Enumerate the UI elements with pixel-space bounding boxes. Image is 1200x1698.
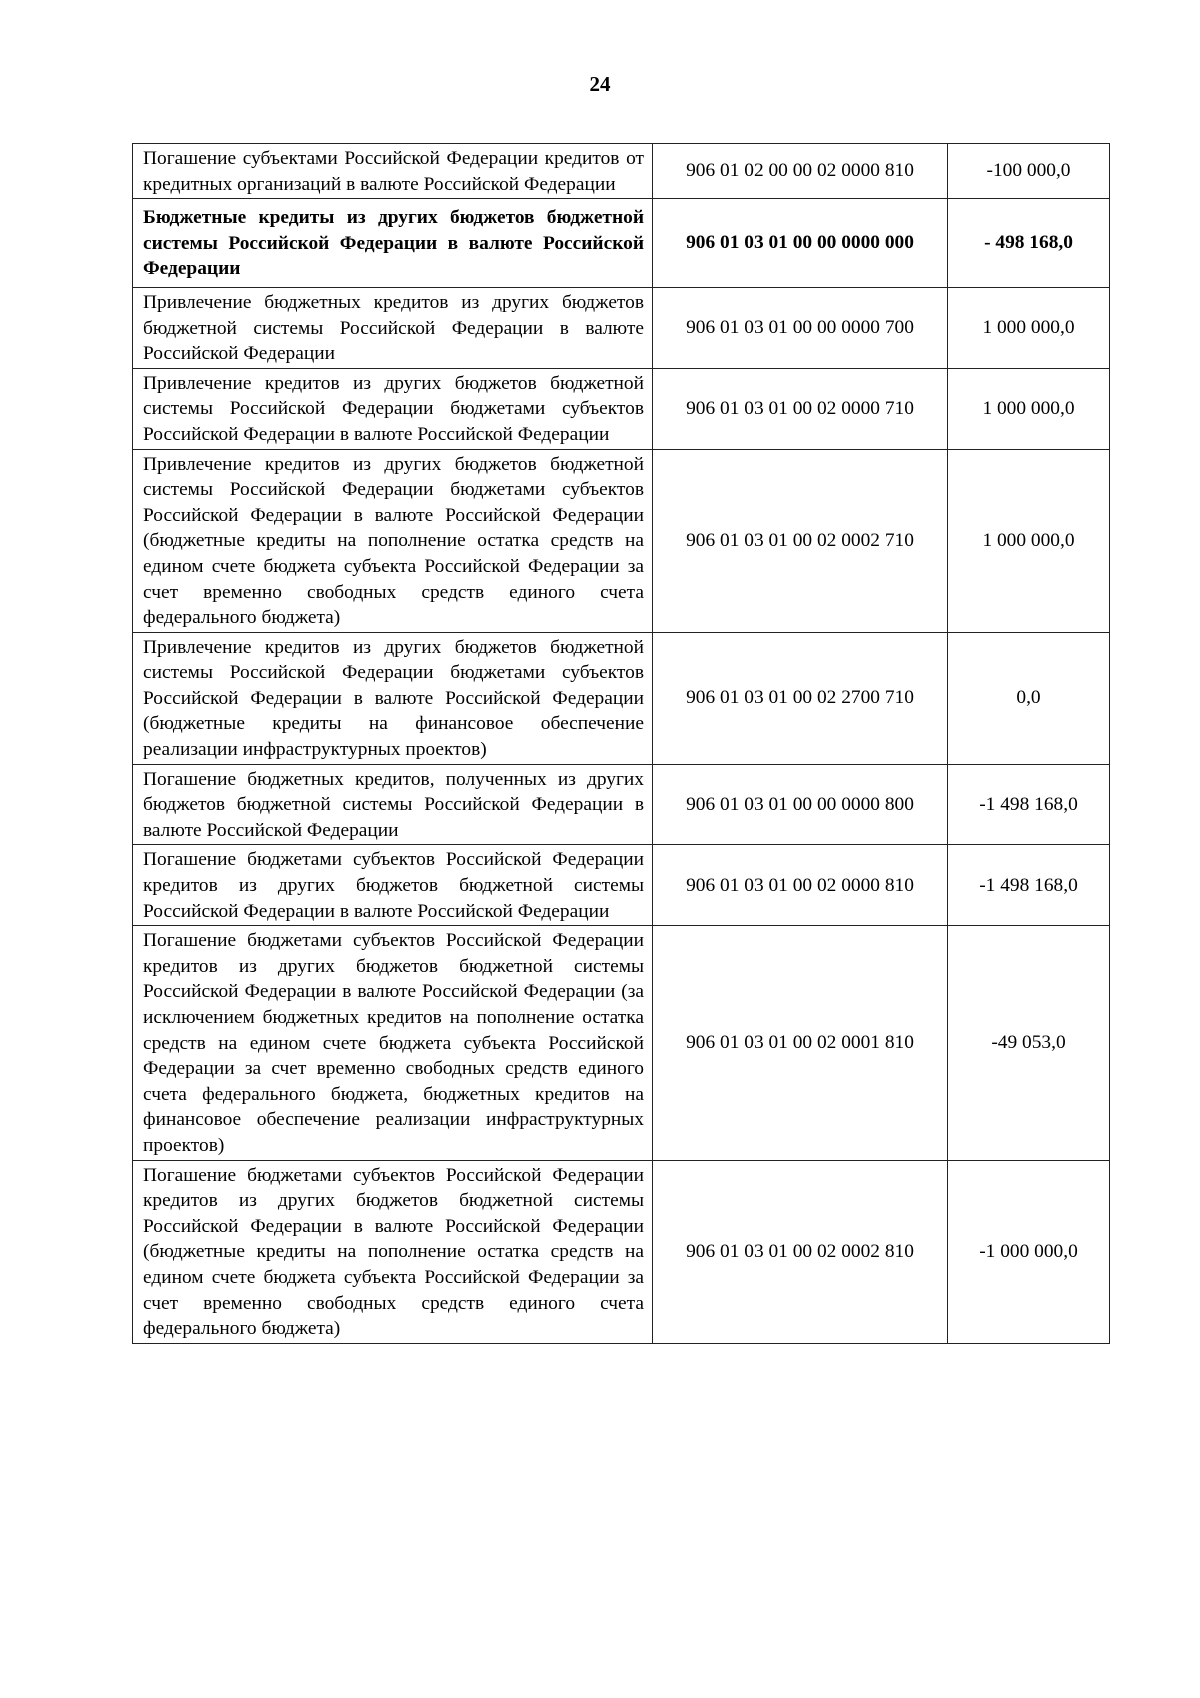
- table-row: [133, 368, 1110, 449]
- row-description: Привлечение кредитов из других бюджетов бюджетной системы Российской Федерации бюджетами субъектов Российской Федерации в валюте Российской Федерации: [133, 368, 653, 449]
- table-row: [133, 632, 1110, 764]
- row-description: Погашение бюджетных кредитов, полученных из других бюджетов бюджетной системы Российской Федерации в валюте Российской Федерации: [133, 764, 653, 845]
- row-amount: 1 000 000,0: [948, 449, 1110, 632]
- table-row: [133, 1160, 1110, 1343]
- table-row: [133, 764, 1110, 845]
- row-description: Привлечение кредитов из других бюджетов бюджетной системы Российской Федерации бюджетами субъектов Российской Федерации в валюте Российской Федерации (бюджетные кредиты на пополнение остатка средств на едином счете бюджета субъекта Российской Федерации за счет временно свободных средств единого счета федерального бюджета): [133, 449, 653, 632]
- row-budget-code: 906 01 03 01 00 02 0002 710: [653, 449, 948, 632]
- row-budget-code: 906 01 03 01 00 00 0000 000: [653, 199, 948, 288]
- row-description: Привлечение кредитов из других бюджетов бюджетной системы Российской Федерации бюджетами субъектов Российской Федерации в валюте Российской Федерации (бюджетные кредиты на финансовое обеспечение реализации инфраструктурных проектов): [133, 632, 653, 764]
- row-budget-code: 906 01 03 01 00 02 2700 710: [653, 632, 948, 764]
- row-amount: 1 000 000,0: [948, 287, 1110, 368]
- row-amount: -100 000,0: [948, 144, 1110, 199]
- row-amount: -1 498 168,0: [948, 845, 1110, 926]
- row-amount: - 498 168,0: [948, 199, 1110, 288]
- row-description: Погашение бюджетами субъектов Российской Федерации кредитов из других бюджетов бюджетной системы Российской Федерации в валюте Российской Федерации (бюджетные кредиты на пополнение остатка средств на едином счете бюджета субъекта Российской Федерации за счет временно свободных средств единого счета федерального бюджета): [133, 1160, 653, 1343]
- row-budget-code: 906 01 03 01 00 00 0000 800: [653, 764, 948, 845]
- table-row: [133, 287, 1110, 368]
- table-row-section-header: [133, 199, 1110, 288]
- table-row: [133, 449, 1110, 632]
- budget-sources-table: [132, 143, 1110, 1344]
- row-amount: 1 000 000,0: [948, 368, 1110, 449]
- row-budget-code: 906 01 03 01 00 02 0002 810: [653, 1160, 948, 1343]
- row-description: Привлечение бюджетных кредитов из других бюджетов бюджетной системы Российской Федерации в валюте Российской Федерации: [133, 287, 653, 368]
- row-budget-code: 906 01 03 01 00 02 0001 810: [653, 926, 948, 1160]
- table-row: [133, 144, 1110, 199]
- row-description: Погашение бюджетами субъектов Российской Федерации кредитов из других бюджетов бюджетной системы Российской Федерации в валюте Российской Федерации (за исключением бюджетных кредитов на пополнение остатка средств на едином счете бюджета субъекта Российской Федерации за счет временно свободных средств единого счета федерального бюджета, бюджетных кредитов на финансовое обеспечение реализации инфраструктурных проектов): [133, 926, 653, 1160]
- table-row: [133, 926, 1110, 1160]
- row-description: Погашение субъектами Российской Федерации кредитов от кредитных организаций в валюте Российской Федерации: [133, 144, 653, 199]
- row-budget-code: 906 01 02 00 00 02 0000 810: [653, 144, 948, 199]
- row-amount: -1 498 168,0: [948, 764, 1110, 845]
- table-row: [133, 845, 1110, 926]
- row-description: Погашение бюджетами субъектов Российской Федерации кредитов из других бюджетов бюджетной системы Российской Федерации в валюте Российской Федерации: [133, 845, 653, 926]
- row-budget-code: 906 01 03 01 00 02 0000 810: [653, 845, 948, 926]
- row-budget-code: 906 01 03 01 00 00 0000 700: [653, 287, 948, 368]
- page-number: 24: [589, 72, 611, 96]
- row-amount: -49 053,0: [948, 926, 1110, 1160]
- row-amount: 0,0: [948, 632, 1110, 764]
- row-amount: -1 000 000,0: [948, 1160, 1110, 1343]
- row-description: Бюджетные кредиты из других бюджетов бюджетной системы Российской Федерации в валюте Российской Федерации: [133, 199, 653, 288]
- row-budget-code: 906 01 03 01 00 02 0000 710: [653, 368, 948, 449]
